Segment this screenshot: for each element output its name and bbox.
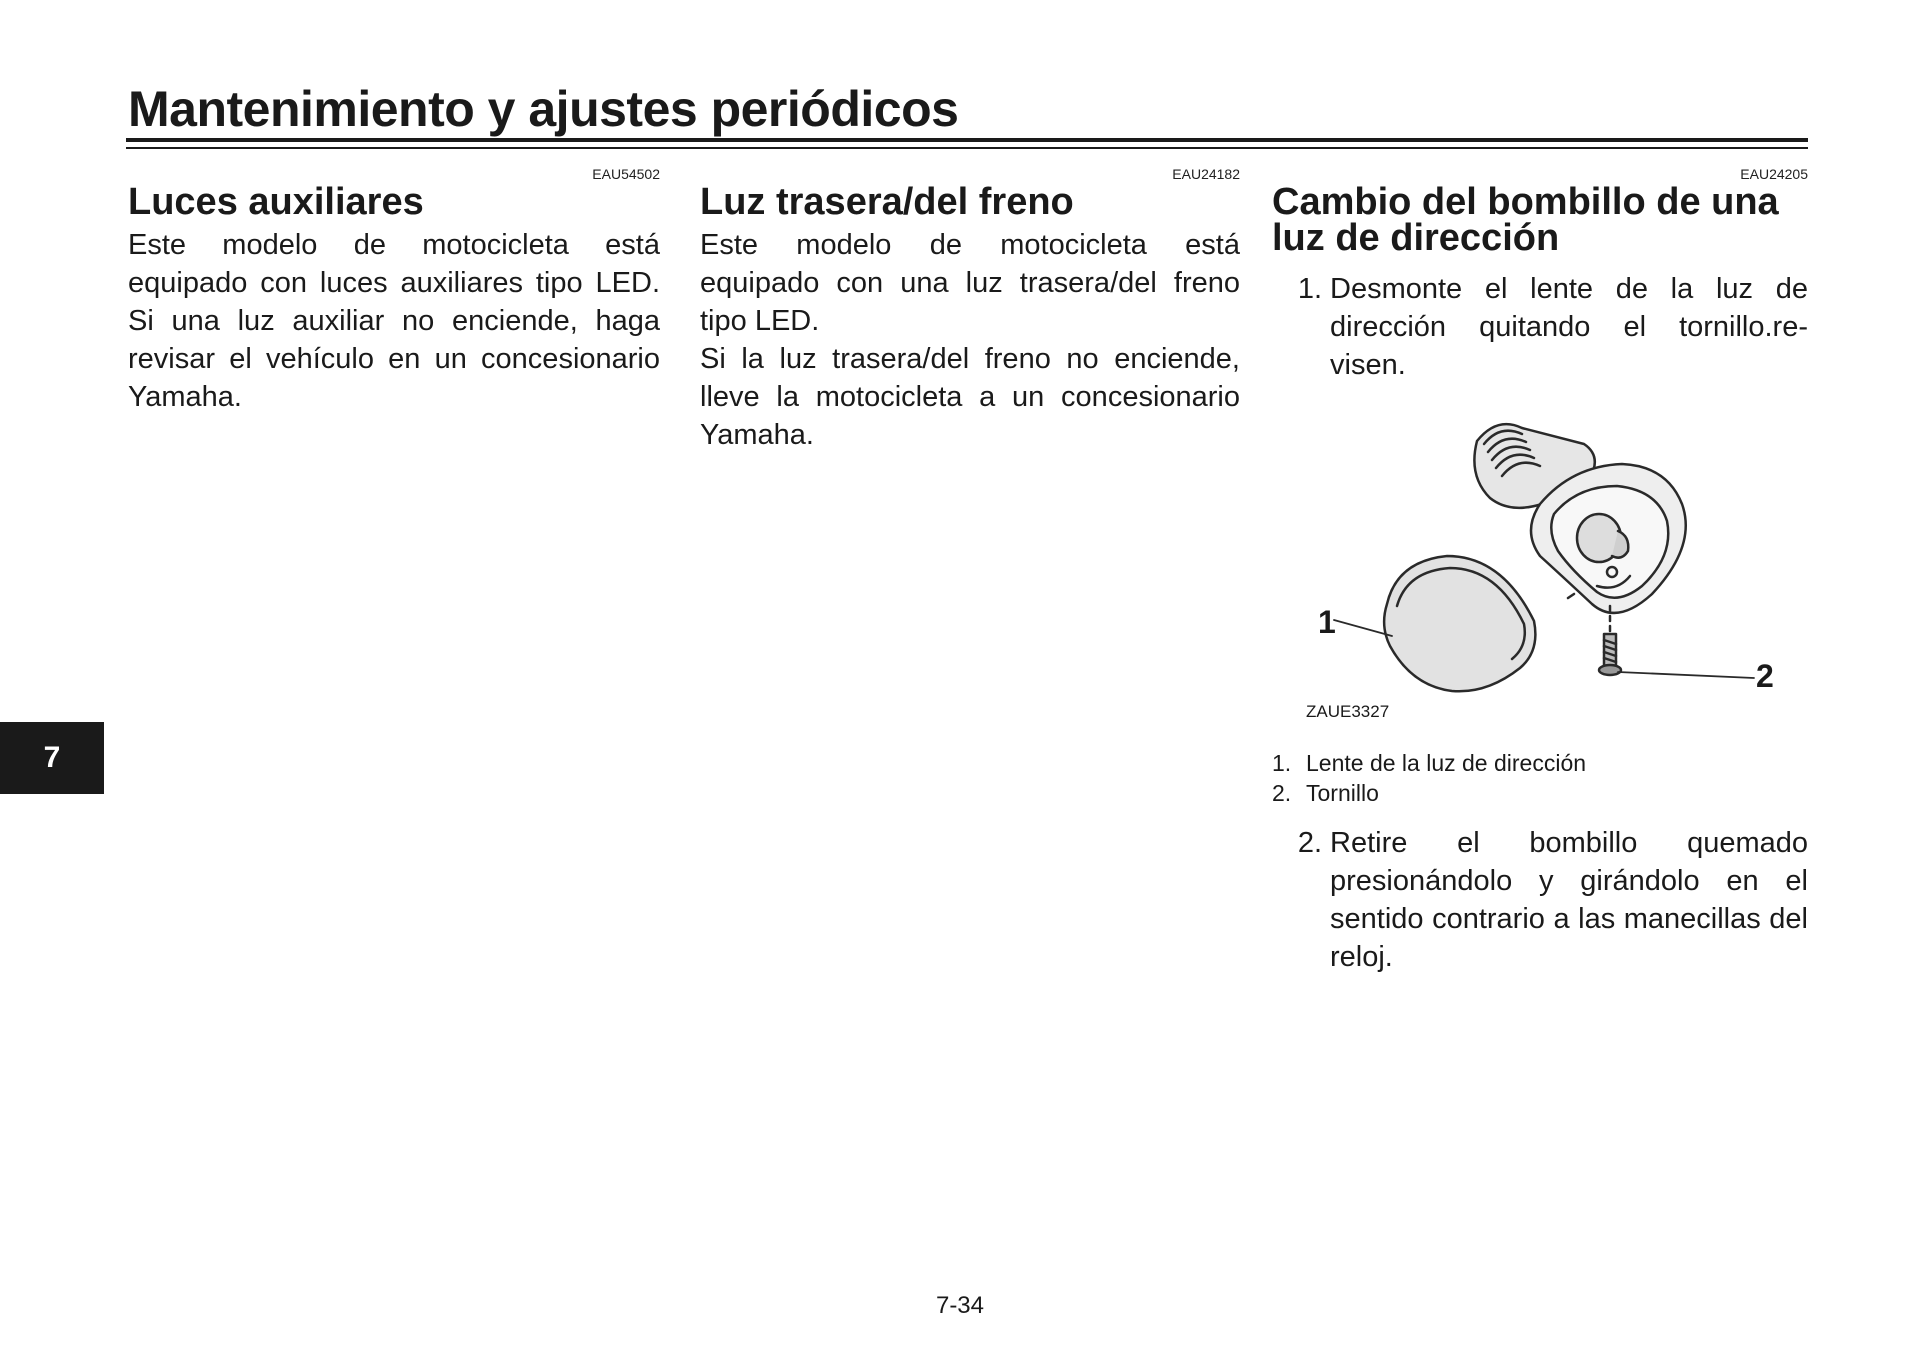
step-number: 2. [1297,827,1322,859]
step-text: Retire el bombillo quemado presionándolo y girándolo en el sentido contrario a las manecillas del reloj. [1330,827,1808,973]
caption-item [1272,748,1808,778]
figure-captions [1272,748,1808,808]
caption-text: Lente de la luz de dirección [1306,750,1587,776]
steps-list-first [1272,270,1808,384]
section-paragraph: Este modelo de motocicleta está equipado con luces auxiliares tipo LED. Si una luz auxiliar no enciende, haga revisar el vehículo en un concesionario Yamaha. [128,229,660,413]
section-luces-auxiliares [128,166,660,416]
caption-text: Tornillo [1306,780,1379,806]
step-item [1272,824,1808,976]
title-rule-thin [126,147,1808,149]
step-number: 1. [1297,273,1322,305]
chapter-tab: 7 [0,722,104,794]
section-heading: Luces auxiliares [128,181,424,223]
heading-line: Cambio del bombillo de una [1272,181,1779,223]
section-cambio-bombillo [1272,166,1808,976]
section-code: EAU24205 [1740,166,1808,182]
figure-code: ZAUE3327 [1306,702,1390,721]
caption-number: 1. [1272,750,1292,776]
section-heading: Luz trasera/del freno [700,181,1074,223]
caption-item [1272,778,1808,808]
page-title: Mantenimiento y ajustes periódicos [128,81,959,137]
section-code: EAU24182 [1172,166,1240,182]
section-paragraph: Este modelo de motocicleta está equipado con una luz trasera/del freno tipo LED. [700,229,1240,337]
step-text: Desmonte el lente de la luz de dirección quitando el tornillo.re-visen. [1330,273,1808,381]
steps-list-second [1272,824,1808,976]
turn-signal-drawing [1272,406,1808,736]
caption-number: 2. [1272,780,1292,806]
step-item [1272,270,1808,384]
heading-line: luz de dirección [1272,217,1560,259]
figure-callout-1: 1 [1318,604,1336,640]
turn-signal-illustration [1272,406,1808,736]
section-code: EAU54502 [592,166,660,182]
page-number: 7-34 [935,1292,985,1319]
title-rule-thick [126,138,1808,142]
figure-callout-2: 2 [1756,658,1774,694]
section-luz-trasera [700,166,1240,454]
section-heading [1272,181,1808,259]
section-paragraph: Si la luz trasera/del freno no enciende, lleve la motocicleta a un concesionario Yamaha. [700,343,1240,451]
